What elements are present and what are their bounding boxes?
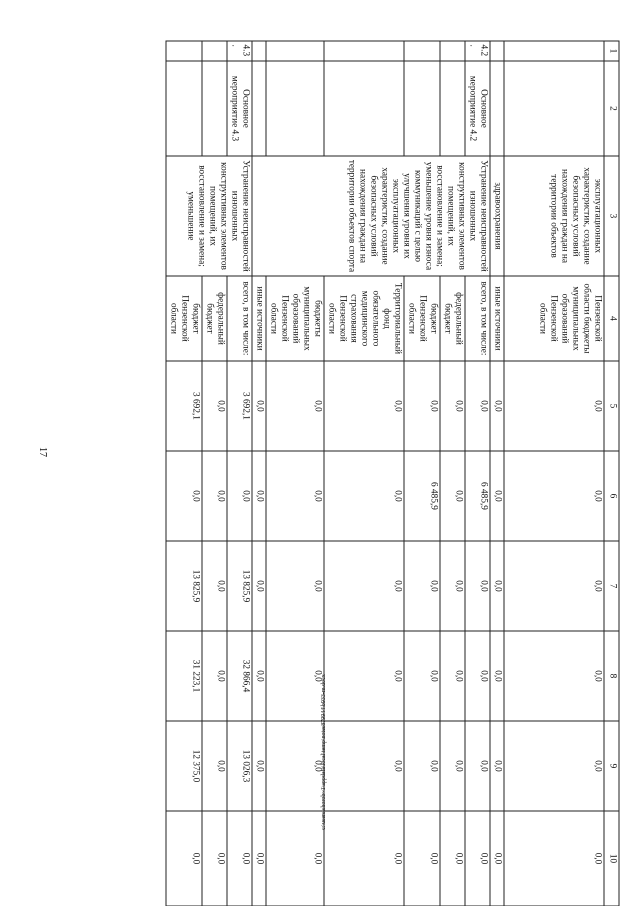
header-cell: 2 [604,61,619,156]
value-cell: 0,0 [440,631,465,721]
row-number [202,41,227,61]
row-number [324,41,404,61]
event-name: Основное мероприятие 4.2 [465,61,490,156]
value-cell: 0,0 [252,361,266,451]
budget-table [165,40,619,906]
header-cell: 10 [604,811,619,906]
value-cell: 0,0 [266,361,324,451]
funding-source: бюджеты муниципальных образований Пензенской области [266,276,324,361]
row-number [166,41,202,61]
value-cell: 0,0 [324,631,404,721]
event-name [490,61,504,156]
value-cell: 13 825,9 [227,541,252,631]
funding-source: федеральный бюджет [440,276,465,361]
header-cell: 7 [604,541,619,631]
value-cell: 0,0 [440,451,465,541]
header-cell: 4 [604,276,619,361]
value-cell: 0,0 [252,631,266,721]
event-name [324,61,404,156]
value-cell: 0,0 [252,451,266,541]
header-cell: 3 [604,156,619,276]
value-cell: 0,0 [324,721,404,811]
value-cell: 0,0 [404,631,440,721]
table-row [227,41,252,906]
value-cell: 0,0 [202,631,227,721]
value-cell: 13 026,3 [227,721,252,811]
value-cell: 3 692,1 [227,361,252,451]
funding-source: всего, в том числе: [465,276,490,361]
value-cell: 0,0 [465,361,490,451]
rotated-page [109,40,619,905]
funding-source: иные источники [490,276,504,361]
value-cell: 0,0 [465,631,490,721]
value-cell: 0,0 [266,811,324,906]
value-cell: 0,0 [440,541,465,631]
row-number [404,41,440,61]
value-cell: 0,0 [440,811,465,906]
event-description: Устранение неисправностей изношенных конструктивных элементов помещений, их восстановление и замена; уменьшение [166,156,252,276]
value-cell: 0,0 [252,541,266,631]
funding-source: всего, в том числе: [227,276,252,361]
row-number [252,41,266,61]
value-cell: 0,0 [490,811,504,906]
event-name: Основное мероприятие 4.3 [227,61,252,156]
value-cell: 0,0 [266,631,324,721]
value-cell: 0,0 [202,721,227,811]
value-cell: 3 692,1 [166,361,202,451]
value-cell: 0,0 [490,361,504,451]
value-cell: 0,0 [266,451,324,541]
row-number: 4.3. [227,41,252,61]
event-name [266,61,324,156]
funding-source: бюджет Пензенской области [404,276,440,361]
value-cell: 0,0 [266,721,324,811]
value-cell: 0,0 [266,541,324,631]
value-cell: 0,0 [504,541,604,631]
value-cell: 6 485,9 [465,451,490,541]
header-cell: 8 [604,631,619,721]
funding-source: федеральный бюджет [202,276,227,361]
value-cell: 12 375,0 [166,721,202,811]
value-cell: 0,0 [202,361,227,451]
value-cell: 0,0 [202,811,227,906]
value-cell: 0,0 [504,721,604,811]
row-number [490,41,504,61]
event-description: Устранение неисправностей изношенных конструктивных элементов помещений, их восстановление и замена; уменьшение уровня износа коммуникаций с целью улучшения уровня их эксплуатационных характеристик, создание безопасных условий нахождения граждан на территории объектов спорта [252,156,490,276]
header-cell: 9 [604,721,619,811]
value-cell: 0,0 [504,451,604,541]
value-cell: 0,0 [166,811,202,906]
value-cell: 0,0 [404,721,440,811]
value-cell: 0,0 [227,451,252,541]
value-cell: 32 866,4 [227,631,252,721]
value-cell: 0,0 [490,541,504,631]
event-name [504,61,604,156]
value-cell: 13 825,9 [166,541,202,631]
event-name [404,61,440,156]
page-number: 17 [37,447,48,457]
event-name [166,61,202,156]
row-number: 4.2. [465,41,490,61]
event-description: здравоохранения [490,156,504,276]
header-cell: 5 [604,361,619,451]
value-cell: 0,0 [252,721,266,811]
value-cell: 0,0 [490,631,504,721]
value-cell: 0,0 [252,811,266,906]
value-cell: 0,0 [465,811,490,906]
funding-source: Пензенской области бюджеты муниципальных образований Пензенской области [504,276,604,361]
funding-source: бюджет Пензенской области [166,276,202,361]
table-row [504,41,604,906]
value-cell: 0,0 [324,811,404,906]
event-description: эксплуатационных характеристик, создание безопасных условий нахождения граждан на территории объектов [504,156,604,276]
event-name [252,61,266,156]
value-cell: 0,0 [324,361,404,451]
table-row [490,41,504,906]
value-cell: 0,0 [324,451,404,541]
funding-source: Территориальный фонд обязательного медицинского страхования Пензенской области [324,276,404,361]
value-cell: 0,0 [490,451,504,541]
value-cell: 6 485,9 [404,451,440,541]
header-cell: 1 [604,41,619,61]
row-number [266,41,324,61]
header-row [604,41,619,906]
event-name [440,61,465,156]
value-cell: 0,0 [504,631,604,721]
value-cell: 0,0 [504,811,604,906]
value-cell: 0,0 [465,541,490,631]
value-cell: 31 223,1 [166,631,202,721]
value-cell: 0,0 [166,451,202,541]
value-cell: 0,0 [227,811,252,906]
funding-source: иные источники [252,276,266,361]
value-cell: 0,0 [404,811,440,906]
footer-file-path: c:\users\shorob~1\appdata\local\temp\notes879944\b933-m.docx [321,674,327,830]
value-cell: 0,0 [202,541,227,631]
value-cell: 0,0 [504,361,604,451]
value-cell: 0,0 [440,361,465,451]
row-number [504,41,604,61]
table-container [109,40,619,905]
value-cell: 0,0 [324,541,404,631]
header-cell: 6 [604,451,619,541]
value-cell: 0,0 [404,361,440,451]
row-number [440,41,465,61]
table-row [465,41,490,906]
event-name [202,61,227,156]
value-cell: 0,0 [490,721,504,811]
value-cell: 0,0 [202,451,227,541]
value-cell: 0,0 [404,541,440,631]
value-cell: 0,0 [465,721,490,811]
value-cell: 0,0 [440,721,465,811]
